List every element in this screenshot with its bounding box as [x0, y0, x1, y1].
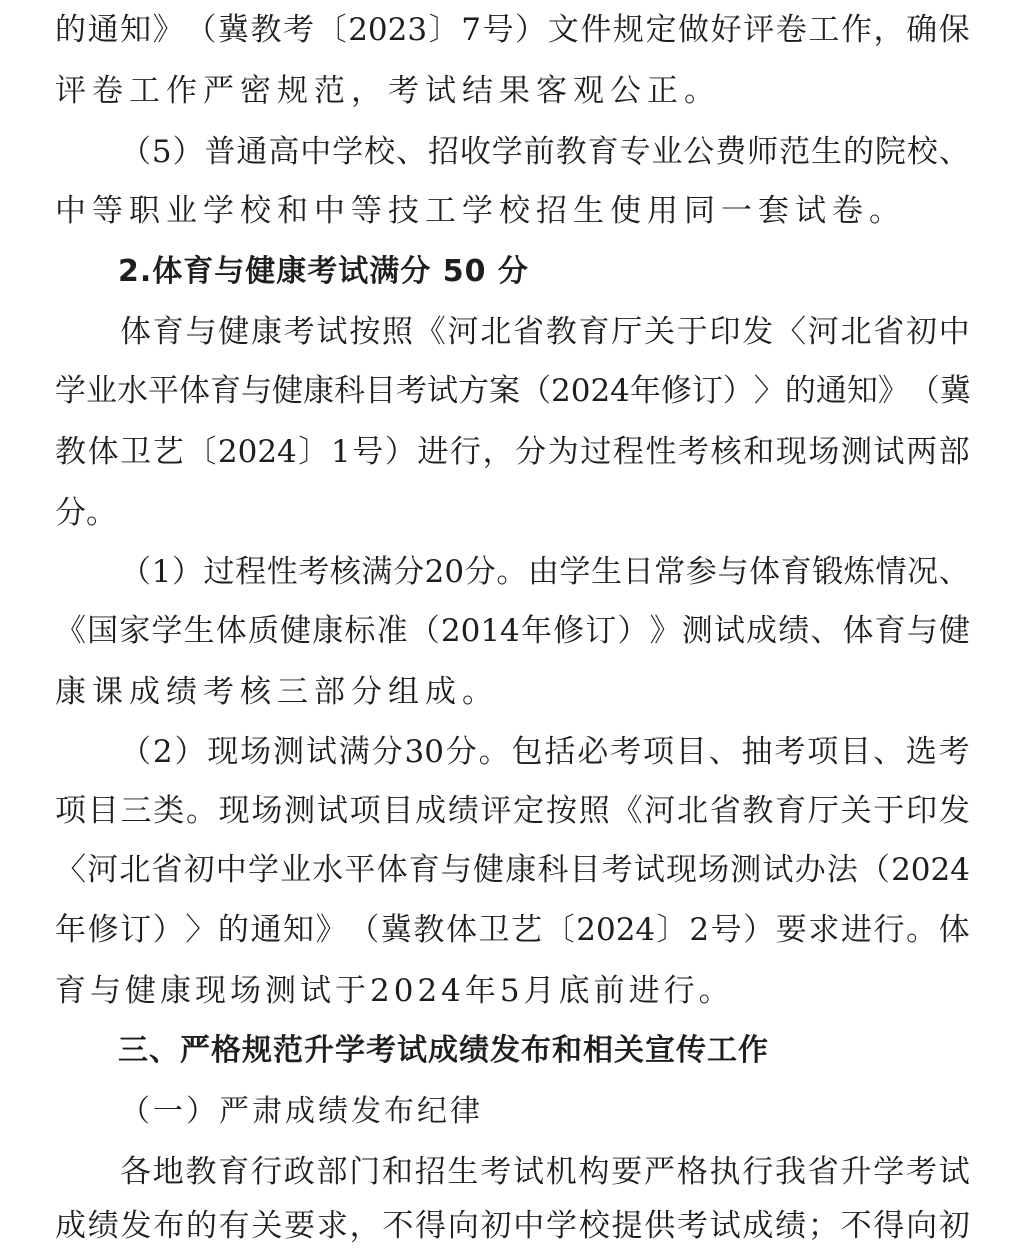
line-text: 康课成绩考核三部分组成。: [55, 674, 499, 710]
line-text: 〈 河 北 省 初 中 学 业 水 平 体 育 与 健 康 科 目 考 试 现 场 测 试 办 法 （ 2024: [55, 852, 970, 888]
paragraph-line: [55, 493, 117, 533]
paragraph-line: [120, 132, 970, 172]
line-text: （ 5 ） 普 通 高 中 学 校 、 招 收 学 前 教 育 专 业 公 费 师 范 生 的 院 校 、: [120, 134, 970, 170]
line-text: 学 业 水 平 体 育 与 健 康 科 目 考 试 方 案 （ 2024 年 修 订 ） 〉 的 通 知 》 （ 冀: [55, 373, 971, 409]
heading-text: 2.体育与健康考试满分 50 分: [118, 254, 529, 289]
subsection-heading: [120, 1092, 483, 1132]
line-text: （ 2 ） 现 场 测 试 满 分 30 分 。 包 括 必 考 项 目 、 抽 考 项 目 、 选 考: [120, 734, 970, 770]
line-text: 的 通 知 》 （ 冀 教 考 〔 2023 〕 7 号 ） 文 件 规 定 做 好 评 卷 工 作 ， 确 保: [55, 12, 970, 48]
line-text: 教 体 卫 艺 〔 2024 〕 1 号 ） 进 行 ， 分 为 过 程 性 考 核 和 现 场 测 试 两 部: [55, 434, 970, 470]
line-text: 中等职业学校和中等技工学校招生使用同一套试卷。: [55, 193, 906, 229]
paragraph-line: [55, 850, 970, 890]
paragraph-line: [55, 10, 970, 50]
paragraph-line: [55, 611, 970, 651]
line-text: 年 修 订 ） 〉 的 通 知 》 （ 冀 教 体 卫 艺 〔 2024 〕 2 号 ） 要 求 进 行 。 体: [55, 912, 970, 948]
line-text: 《 国 家 学 生 体 质 健 康 标 准 （ 2014 年 修 订 ） 》 测 试 成 绩 、 体 育 与 健: [55, 613, 970, 649]
paragraph-line: [55, 191, 906, 231]
line-text: 项 目 三 类 。 现 场 测 试 项 目 成 绩 评 定 按 照 《 河 北 省 教 育 厅 关 于 印 发: [55, 793, 970, 829]
line-text: 育与健康现场测试于2024年5月底前进行。: [55, 973, 734, 1009]
paragraph-line: [55, 672, 499, 712]
line-text: 分。: [55, 495, 117, 531]
paragraph-line: [120, 312, 970, 352]
line-text: 评卷工作严密规范，考试结果客观公正。: [55, 73, 721, 109]
section-heading: [118, 252, 529, 292]
heading-text: 三、严格规范升学考试成绩发布和相关宣传工作: [118, 1033, 769, 1068]
chapter-heading: [118, 1031, 769, 1071]
paragraph-line: [55, 371, 970, 411]
paragraph-line: [55, 910, 970, 950]
line-text: 各 地 教 育 行 政 部 门 和 招 生 考 试 机 构 要 严 格 执 行 我 省 升 学 考 试: [120, 1154, 970, 1190]
paragraph-line: [55, 1206, 970, 1246]
paragraph-line: [55, 71, 721, 111]
line-text: 体 育 与 健 康 考 试 按 照 《 河 北 省 教 育 厅 关 于 印 发 〈 河 北 省 初 中: [120, 314, 970, 350]
heading-text: （一）严肃成绩发布纪律: [120, 1094, 483, 1129]
paragraph-line: [55, 791, 970, 831]
paragraph-line: [120, 732, 970, 772]
paragraph-line: [55, 971, 734, 1011]
paragraph-line: [120, 1152, 970, 1192]
paragraph-line: [55, 432, 970, 472]
line-text: 成 绩 发 布 的 有 关 要 求 ， 不 得 向 初 中 学 校 提 供 考 试 成 绩 ； 不 得 向 初: [55, 1208, 970, 1244]
line-text: （ 1 ） 过 程 性 考 核 满 分 20 分 。 由 学 生 日 常 参 与 体 育 锻 炼 情 况 、: [120, 554, 970, 590]
paragraph-line: [120, 552, 970, 592]
